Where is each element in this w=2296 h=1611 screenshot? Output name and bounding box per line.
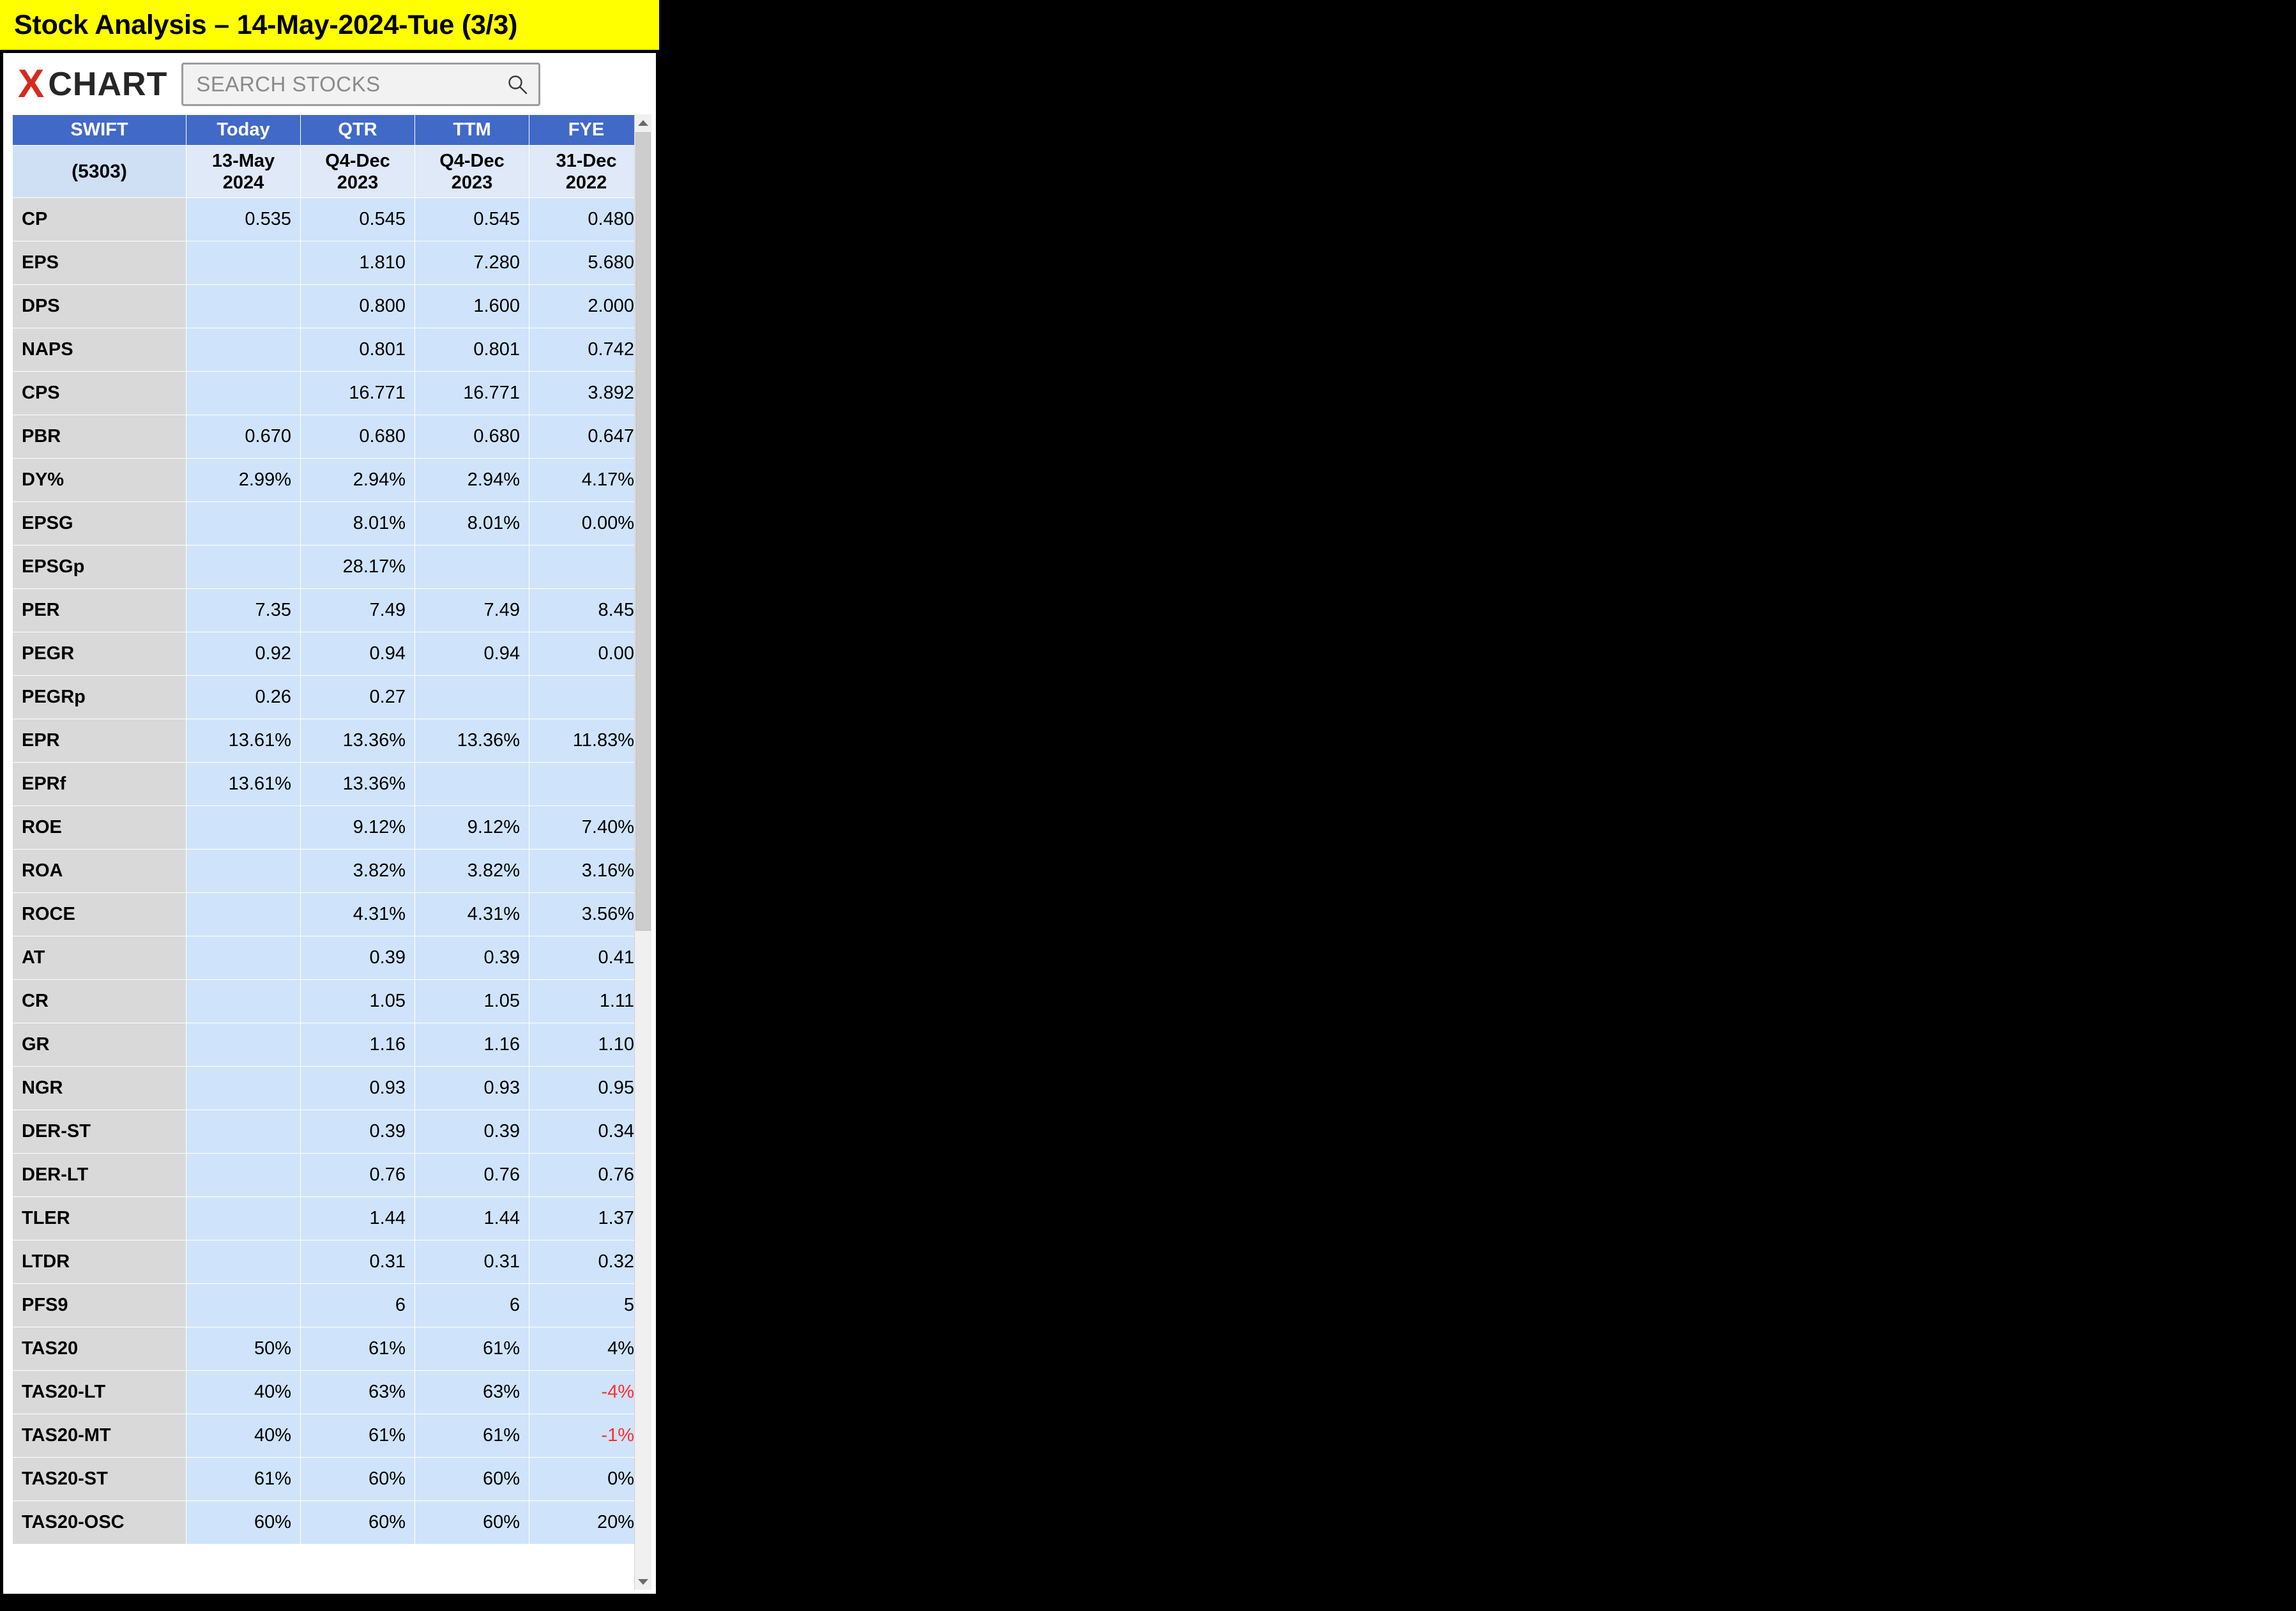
metric-label: NAPS	[13, 328, 186, 372]
table-row	[13, 546, 644, 589]
search-icon[interactable]	[506, 73, 528, 95]
metric-value: 7.280	[415, 241, 529, 285]
metric-label: GR	[13, 1023, 186, 1067]
stock-analysis-window	[0, 0, 659, 1597]
metric-value: 1.600	[415, 285, 529, 328]
metric-value: 1.11	[529, 980, 644, 1023]
metric-value: 0.76	[301, 1154, 415, 1197]
metric-value	[186, 850, 301, 893]
metric-value: 0.92	[186, 632, 301, 676]
metric-value: 60%	[301, 1458, 415, 1501]
table-row	[13, 1241, 644, 1284]
metric-value: 63%	[415, 1371, 529, 1414]
metric-value	[186, 806, 301, 850]
metric-label: EPR	[13, 719, 186, 763]
table-subheader-row	[13, 146, 644, 198]
metric-value: 0.800	[301, 285, 415, 328]
metric-value	[186, 1154, 301, 1197]
metric-label: DPS	[13, 285, 186, 328]
metric-value: 0.31	[301, 1241, 415, 1284]
metric-value	[186, 936, 301, 980]
metric-label: ROE	[13, 806, 186, 850]
metric-label: PEGRp	[13, 676, 186, 719]
table-row	[13, 328, 644, 372]
metric-value	[186, 241, 301, 285]
metric-value: 0.545	[301, 198, 415, 241]
metric-value: 0.76	[415, 1154, 529, 1197]
metric-value: 3.892	[529, 372, 644, 415]
metric-value: 13.61%	[186, 763, 301, 806]
table-row	[13, 459, 644, 502]
metric-value: 0.39	[415, 936, 529, 980]
table-row	[13, 763, 644, 806]
metric-value: 1.44	[415, 1197, 529, 1241]
metric-value: 3.16%	[529, 850, 644, 893]
logo-wordmark: CHART	[48, 66, 168, 103]
subheader-qtr-period: Q4-Dec 2023	[301, 146, 415, 198]
metric-value: 1.44	[301, 1197, 415, 1241]
metric-value: 3.82%	[301, 850, 415, 893]
metric-value: 0.39	[301, 1110, 415, 1154]
xchart-logo	[18, 62, 168, 106]
window-title: Stock Analysis – 14-May-2024-Tue (3/3)	[14, 9, 518, 40]
table-row	[13, 502, 644, 546]
metric-value: 13.36%	[301, 763, 415, 806]
metric-label: CR	[13, 980, 186, 1023]
table-header-row	[13, 115, 644, 146]
table-body	[13, 198, 644, 1545]
metric-value: 0.535	[186, 198, 301, 241]
metric-value: 0.34	[529, 1110, 644, 1154]
subheader-today-date: 13-May 2024	[186, 146, 301, 198]
search-input[interactable]	[195, 72, 478, 97]
metric-value: 0%	[529, 1458, 644, 1501]
metric-value	[415, 676, 529, 719]
metric-label: CP	[13, 198, 186, 241]
metric-value	[186, 328, 301, 372]
app-panel	[0, 50, 659, 1597]
subheader-fye-period: 31-Dec 2022	[529, 146, 644, 198]
metric-value: 0.94	[415, 632, 529, 676]
search-stocks-box[interactable]	[181, 63, 540, 106]
metric-value: 0.31	[415, 1241, 529, 1284]
metric-value: 2.94%	[301, 459, 415, 502]
metric-value	[186, 893, 301, 936]
metric-value: -4%	[529, 1371, 644, 1414]
metric-value: 9.12%	[301, 806, 415, 850]
metric-value: 0.41	[529, 936, 644, 980]
metric-value: 2.94%	[415, 459, 529, 502]
table-row	[13, 1023, 644, 1067]
metric-value: 6	[415, 1284, 529, 1327]
metric-value: 2.000	[529, 285, 644, 328]
metric-value	[415, 546, 529, 589]
metric-value: 4.31%	[301, 893, 415, 936]
metric-value: 0.742	[529, 328, 644, 372]
metric-value	[186, 1241, 301, 1284]
metric-value: 8.45	[529, 589, 644, 632]
metric-label: DER-ST	[13, 1110, 186, 1154]
metric-value: 0.00	[529, 632, 644, 676]
metric-value: 7.49	[301, 589, 415, 632]
column-header-ttm[interactable]: TTM	[415, 115, 529, 146]
metric-value: 1.05	[301, 980, 415, 1023]
table-row	[13, 1371, 644, 1414]
metric-label: EPRf	[13, 763, 186, 806]
metric-value: 2.99%	[186, 459, 301, 502]
metric-value	[529, 676, 644, 719]
metric-value: 0.95	[529, 1067, 644, 1110]
metric-label: EPS	[13, 241, 186, 285]
metric-value	[186, 980, 301, 1023]
metric-value: 0.647	[529, 415, 644, 459]
metric-value: 40%	[186, 1414, 301, 1458]
table-row	[13, 241, 644, 285]
metric-value: 61%	[301, 1414, 415, 1458]
metric-value	[186, 1284, 301, 1327]
metric-value: 0.801	[301, 328, 415, 372]
metric-label: ROCE	[13, 893, 186, 936]
metric-value: 60%	[415, 1501, 529, 1545]
metric-value: 8.01%	[415, 502, 529, 546]
metric-value: 1.37	[529, 1197, 644, 1241]
metric-label: PEGR	[13, 632, 186, 676]
metric-label: TLER	[13, 1197, 186, 1241]
table-row	[13, 589, 644, 632]
table-row	[13, 893, 644, 936]
table-row	[13, 1284, 644, 1327]
metric-label: TAS20-OSC	[13, 1501, 186, 1545]
metric-value: 0.801	[415, 328, 529, 372]
metric-value: 0.26	[186, 676, 301, 719]
table-row	[13, 1197, 644, 1241]
metric-value: 0.39	[301, 936, 415, 980]
logo-x-letter: X	[18, 62, 42, 106]
metric-value: 61%	[186, 1458, 301, 1501]
table-row	[13, 285, 644, 328]
metric-value: 61%	[415, 1327, 529, 1371]
table-row	[13, 1154, 644, 1197]
table-row	[13, 415, 644, 459]
metric-label: EPSG	[13, 502, 186, 546]
metric-value: 0.00%	[529, 502, 644, 546]
metric-value: 4.31%	[415, 893, 529, 936]
financial-metrics-table	[12, 114, 644, 1545]
metric-label: LTDR	[13, 1241, 186, 1284]
metric-value: 5	[529, 1284, 644, 1327]
metric-value: 0.670	[186, 415, 301, 459]
metric-value: -1%	[529, 1414, 644, 1458]
metric-label: TAS20-MT	[13, 1414, 186, 1458]
metric-label: DY%	[13, 459, 186, 502]
window-title-bar	[0, 0, 659, 50]
metric-value: 13.36%	[301, 719, 415, 763]
metric-value: 0.32	[529, 1241, 644, 1284]
metric-value: 3.82%	[415, 850, 529, 893]
metric-value: 60%	[301, 1501, 415, 1545]
metric-label: EPSGp	[13, 546, 186, 589]
metric-label: TAS20-LT	[13, 1371, 186, 1414]
metric-value: 13.61%	[186, 719, 301, 763]
scrollbar-thumb[interactable]	[635, 132, 651, 931]
metric-value: 60%	[415, 1458, 529, 1501]
metric-value: 40%	[186, 1371, 301, 1414]
metric-value: 0.27	[301, 676, 415, 719]
table-row	[13, 1110, 644, 1154]
scroll-down-arrow-icon[interactable]	[635, 1573, 651, 1590]
metric-label: PER	[13, 589, 186, 632]
table-row	[13, 1327, 644, 1371]
metric-value: 0.39	[415, 1110, 529, 1154]
table-row	[13, 632, 644, 676]
stock-code: (5303)	[13, 146, 186, 198]
metric-value: 11.83%	[529, 719, 644, 763]
table-row	[13, 1414, 644, 1458]
metric-value: 0.76	[529, 1154, 644, 1197]
metric-value	[186, 1067, 301, 1110]
table-row	[13, 936, 644, 980]
table-row	[13, 1458, 644, 1501]
metric-value: 60%	[186, 1501, 301, 1545]
metric-value: 4%	[529, 1327, 644, 1371]
metric-value: 61%	[415, 1414, 529, 1458]
metric-value: 1.16	[415, 1023, 529, 1067]
metric-value: 61%	[301, 1327, 415, 1371]
metric-value	[415, 763, 529, 806]
logo-x-mark	[18, 62, 42, 106]
metric-value	[186, 502, 301, 546]
metric-value	[186, 285, 301, 328]
metric-value	[186, 372, 301, 415]
scroll-up-arrow-icon[interactable]	[635, 114, 651, 131]
metric-value: 7.40%	[529, 806, 644, 850]
metric-value: 50%	[186, 1327, 301, 1371]
metric-value: 16.771	[415, 372, 529, 415]
metric-value: 0.93	[301, 1067, 415, 1110]
table-row	[13, 372, 644, 415]
metric-label: PBR	[13, 415, 186, 459]
metric-value: 1.05	[415, 980, 529, 1023]
metric-label: ROA	[13, 850, 186, 893]
metric-value: 0.680	[415, 415, 529, 459]
metric-value: 9.12%	[415, 806, 529, 850]
metric-value: 8.01%	[301, 502, 415, 546]
metric-value: 0.545	[415, 198, 529, 241]
metric-label: AT	[13, 936, 186, 980]
metric-value: 6	[301, 1284, 415, 1327]
metric-value: 0.480	[529, 198, 644, 241]
metric-value: 63%	[301, 1371, 415, 1414]
subheader-ttm-period: Q4-Dec 2023	[415, 146, 529, 198]
vertical-scrollbar[interactable]	[634, 114, 651, 1590]
table-row	[13, 980, 644, 1023]
metric-value: 0.680	[301, 415, 415, 459]
metric-value: 13.36%	[415, 719, 529, 763]
column-header-qtr[interactable]: QTR	[301, 115, 415, 146]
metric-label: TAS20	[13, 1327, 186, 1371]
metric-value: 0.94	[301, 632, 415, 676]
table-row	[13, 1501, 644, 1545]
table-row	[13, 850, 644, 893]
table-row	[13, 198, 644, 241]
financial-metrics-table-wrap	[12, 114, 651, 1590]
column-header-today[interactable]: Today	[186, 115, 301, 146]
metric-value: 1.810	[301, 241, 415, 285]
metric-value	[186, 1023, 301, 1067]
table-row	[13, 719, 644, 763]
metric-value: 28.17%	[301, 546, 415, 589]
metric-value: 1.16	[301, 1023, 415, 1067]
metric-value: 0.93	[415, 1067, 529, 1110]
column-header-symbol[interactable]: SWIFT	[13, 115, 186, 146]
table-row	[13, 1067, 644, 1110]
column-header-fye[interactable]: FYE	[529, 115, 644, 146]
metric-label: TAS20-ST	[13, 1458, 186, 1501]
metric-value	[529, 763, 644, 806]
table-row	[13, 806, 644, 850]
metric-label: CPS	[13, 372, 186, 415]
metric-value	[186, 1197, 301, 1241]
metric-value: 1.10	[529, 1023, 644, 1067]
metric-value: 16.771	[301, 372, 415, 415]
app-header	[6, 56, 651, 112]
metric-label: DER-LT	[13, 1154, 186, 1197]
metric-label: PFS9	[13, 1284, 186, 1327]
metric-value: 20%	[529, 1501, 644, 1545]
metric-value: 5.680	[529, 241, 644, 285]
metric-value	[186, 1110, 301, 1154]
metric-value: 7.35	[186, 589, 301, 632]
metric-value: 4.17%	[529, 459, 644, 502]
metric-value: 3.56%	[529, 893, 644, 936]
metric-value	[529, 546, 644, 589]
metric-value: 7.49	[415, 589, 529, 632]
metric-value	[186, 546, 301, 589]
metric-label: NGR	[13, 1067, 186, 1110]
table-row	[13, 676, 644, 719]
